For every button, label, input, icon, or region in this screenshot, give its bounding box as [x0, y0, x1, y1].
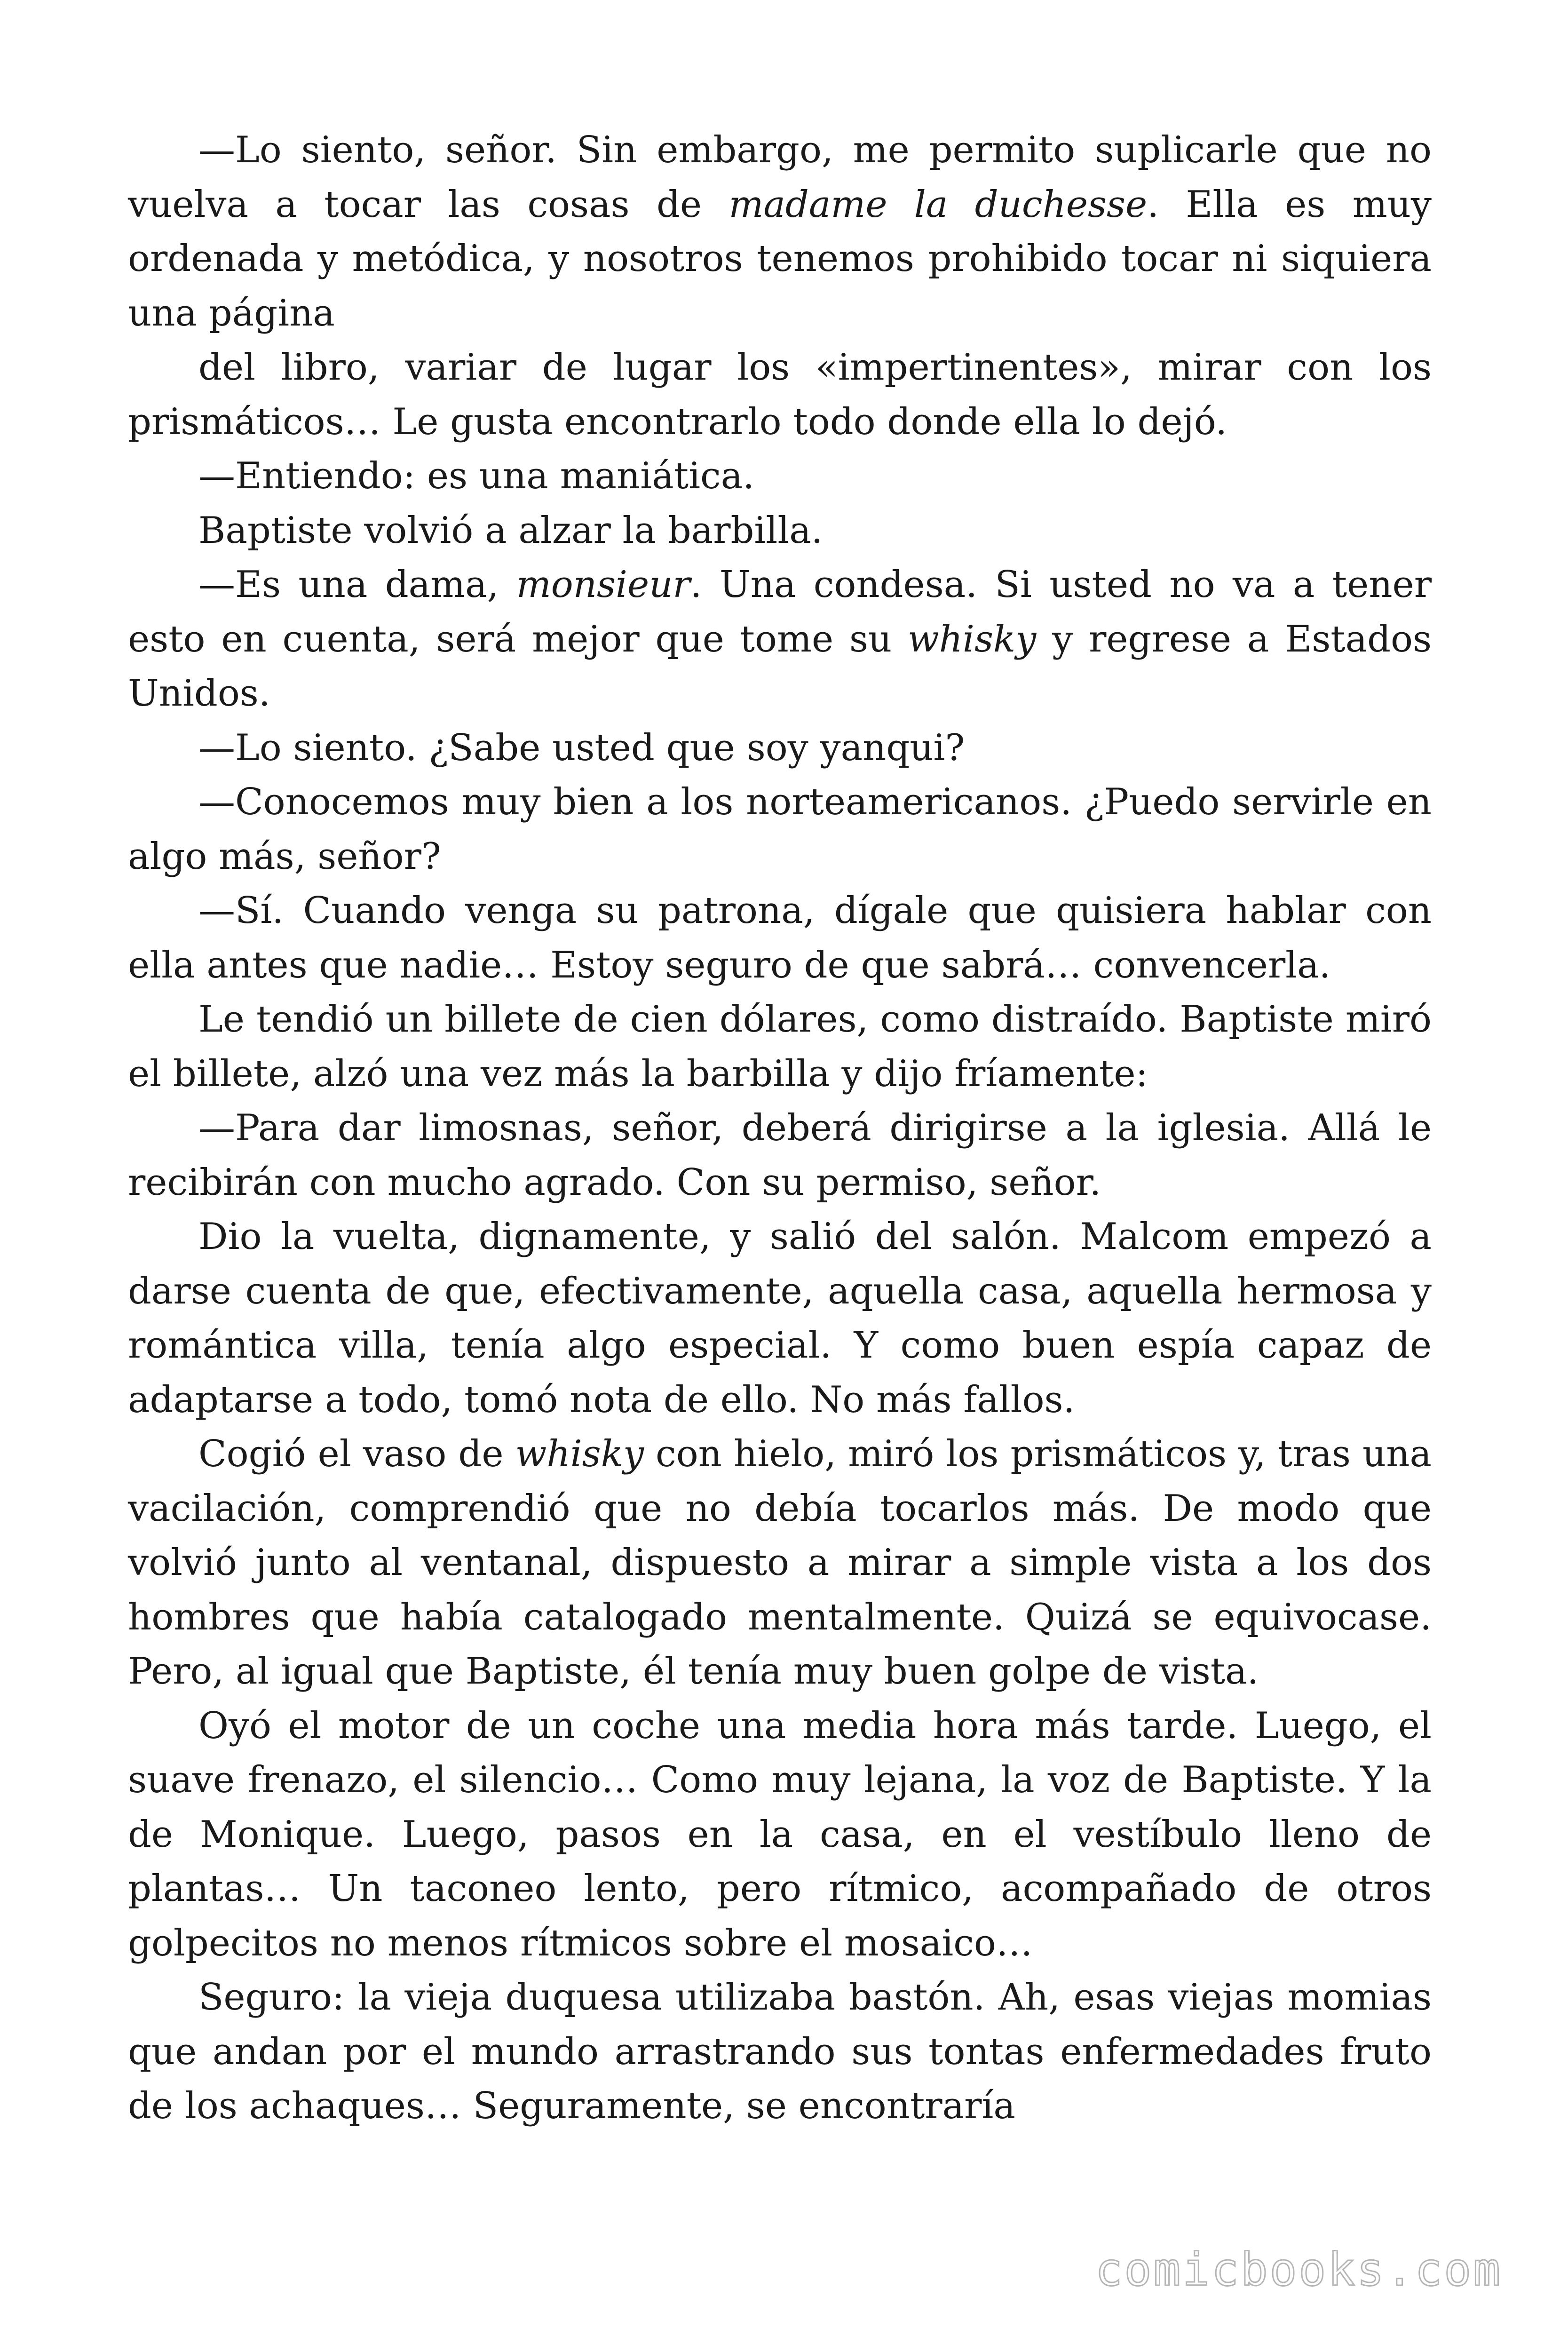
paragraph — [128, 341, 1432, 449]
paragraph — [128, 1699, 1432, 1971]
text-segment: con hielo, miró los prismáticos y, tras una vacilación, comprendió que no debía tocarlos más. De modo que volvió junto al ventanal, dispuesto a mirar a simple vista a los dos hombres que había catalogado mentalmente. Quizá se equivocase. Pero, al igual que Baptiste, él tenía muy buen golpe de vista. — [128, 1433, 1432, 1692]
text-segment: —Conocemos muy bien a los norteamericanos. ¿Puedo servirle en algo más, señor? — [128, 781, 1432, 878]
text-segment: . Ella es muy ordenada y metódica, y nosotros tenemos prohibido tocar ni siquiera una página — [128, 183, 1432, 334]
text-segment: . Una condesa. Si usted no va a tener esto en cuenta, será mejor que tome su — [128, 564, 1432, 660]
paragraph — [128, 1427, 1432, 1699]
paragraph — [128, 993, 1432, 1101]
text-segment: —Sí. Cuando venga su patrona, dígale que quisiera hablar con ella antes que nadie… Estoy seguro de que sabrá… convencerla. — [128, 890, 1432, 986]
paragraph — [128, 558, 1432, 721]
text-segment: Baptiste volvió a alzar la barbilla. — [198, 509, 823, 552]
text-segment: Dio la vuelta, dignamente, y salió del salón. Malcom empezó a darse cuenta de que, efectivamente, aquella casa, aquella hermosa y romántica villa, tenía algo especial. Y como buen espía capaz de adaptarse a todo, tomó nota de ello. No más fallos. — [128, 1216, 1432, 1421]
paragraph — [128, 449, 1432, 504]
paragraph — [128, 884, 1432, 993]
paragraph — [128, 123, 1432, 341]
paragraph — [128, 775, 1432, 884]
paragraph — [128, 1101, 1432, 1210]
text-segment: Le tendió un billete de cien dólares, como distraído. Baptiste miró el billete, alzó una vez más la barbilla y dijo fríamente: — [128, 998, 1432, 1095]
text-segment: —Lo siento, señor. Sin embargo, me permito suplicarle que no vuelva a tocar las cosas de — [128, 129, 1432, 226]
paragraph — [128, 1971, 1432, 2134]
italic-text-segment: monsieur — [516, 564, 690, 606]
paragraph — [128, 504, 1432, 558]
italic-text-segment: whisky — [908, 618, 1037, 660]
watermark-text: comicbooks.com — [1095, 2243, 1502, 2296]
text-segment: —Lo siento. ¿Sabe usted que soy yanqui? — [198, 726, 965, 769]
text-segment: —Para dar limosnas, señor, deberá dirigirse a la iglesia. Allá le recibirán con mucho agrado. Con su permiso, señor. — [128, 1107, 1432, 1204]
paragraph — [128, 721, 1432, 776]
page-body-text — [128, 123, 1432, 2134]
text-segment: —Entiendo: es una maniática. — [198, 455, 754, 497]
text-segment: y regrese a Estados Unidos. — [128, 618, 1432, 715]
text-segment: —Es una dama, — [198, 564, 516, 606]
text-segment: Cogió el vaso de — [198, 1433, 515, 1475]
text-segment: del libro, variar de lugar los «impertinentes», mirar con los prismáticos… Le gusta encontrarlo todo donde ella lo dejó. — [128, 346, 1432, 443]
paragraph — [128, 1210, 1432, 1427]
italic-text-segment: whisky — [515, 1433, 644, 1475]
italic-text-segment: madame la duchesse — [729, 183, 1148, 226]
text-segment: Oyó el motor de un coche una media hora más tarde. Luego, el suave frenazo, el silencio… Como muy lejana, la voz de Baptiste. Y la de Monique. Luego, pasos en la casa, en el vestíbulo lleno de plantas… Un taconeo lento, pero rítmico, acompañado de otros golpecitos no menos rítmicos sobre el mosaico… — [128, 1704, 1432, 1964]
text-segment: Seguro: la vieja duquesa utilizaba bastón. Ah, esas viejas momias que andan por el mundo arrastrando sus tontas enfermedades fruto de los achaques… Seguramente, se encontraría — [128, 1976, 1432, 2127]
